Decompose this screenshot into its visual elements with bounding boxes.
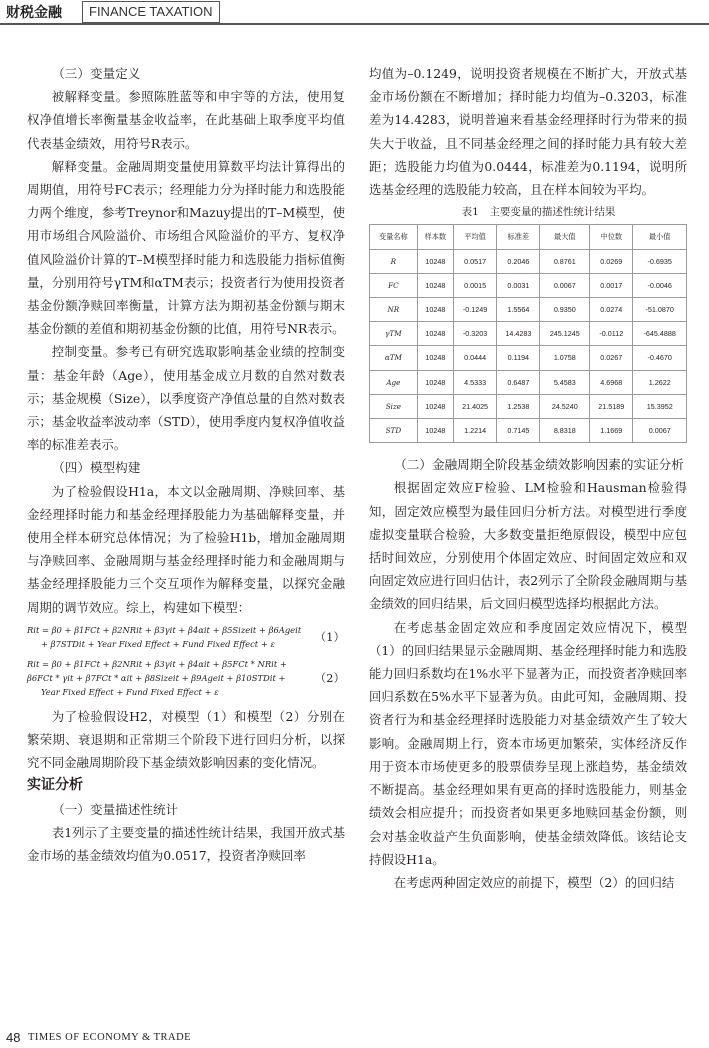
column-header: 标准差 [497,225,540,249]
table-cell: 10248 [417,298,453,322]
equation-1-line-1: Rit = β0 + β1FCt + β2NRit + β3γit + β4αit + β5Sizeit + β6Ageit [27,624,302,635]
column-header: 样本数 [417,225,453,249]
table-cell: 4.5333 [453,370,496,394]
table-cell: 8.8318 [540,419,590,443]
equation-1-line-2: + β7STDit + Year Fixed Effect + Fund Fixed Effect + ε [41,638,275,649]
table-cell: 10248 [417,273,453,297]
table-cell: 0.1194 [497,346,540,370]
paragraph-model-intro: 为了检验假设H1a，本文以金融周期、净赎回率、基金经理择时能力和基金经理择股能力为基础解释变量，并使用全样本研究总体情况；为了检验H1b，增加金融周期与净赎回率、金融周期与基金经理择时能力和金融周期与基金经理择股能力三个交互项作为解释变量，以探究金融周期的调节效应。综上，构建如下模型： [27,483,345,615]
table-cell: αTM [370,346,418,370]
table-cell: 10248 [417,419,453,443]
table-cell: 10248 [417,394,453,418]
table-cell: -0.0046 [633,273,687,297]
table-cell: 0.0067 [633,419,687,443]
table-cell: 1.2622 [633,370,687,394]
table-cell: -0.3203 [453,322,496,346]
table-cell: 1.2214 [453,419,496,443]
table-cell: 0.0269 [590,249,633,273]
table-cell: 15.3952 [633,394,687,418]
table-row [370,322,687,346]
equation-2-line-3: Year Fixed Effect + Fund Fixed Effect + ε [41,686,219,697]
column-header: 最大值 [540,225,590,249]
heading-model-construction: （四）模型构建 [52,460,141,476]
paragraph-model-selection: 根据固定效应F检验、LM检验和Hausman检验得知，固定效应模型为最佳回归分析方法。对模型进行季度虚拟变量联合检验，大多数变量拒绝原假设，模型中应包括时间效应，分别使用个体固定效应、时间固定效应和双向固定效应进行回归估计，表2列示了全阶段金融周期与基金绩效的回归结果，后文回归模型选择均根据此方法。 [369,480,687,612]
equation-2-number: （2） [314,670,345,685]
table-cell: Age [370,370,418,394]
table-cell: 0.2046 [497,249,540,273]
heading-full-period-analysis: （二）金融周期全阶段基金绩效影响因素的实证分析 [394,457,684,473]
table-cell: 245.1245 [540,322,590,346]
paragraph-model2-results: 在考虑两种固定效应的前提下，模型（2）的回归结 [393,874,675,890]
journal-name: TIMES OF ECONOMY & TRADE [28,1032,192,1043]
table-row [370,419,687,443]
page-header [0,0,709,24]
paragraph-hypothesis-h2: 为了检验假设H2，对模型（1）和模型（2）分别在繁荣期、衰退期和正常期三个阶段下进行回归分析，以探究不同金融周期阶段下基金绩效影响因素的变化情况。 [27,708,345,771]
section-brand-cn: 财税金融 [6,5,62,21]
table-cell: -0.0112 [590,322,633,346]
heading-empirical-analysis: 实证分析 [27,777,83,794]
paragraph-dependent-variable: 被解释变量。参照陈胜蓝等和申宇等的方法，使用复权净值增长率衡量基金收益率，在此基础上取季度平均值代表基金绩效，用符号R表示。 [27,89,345,151]
left-column [27,62,345,867]
table-row [370,370,687,394]
table-cell: 0.0031 [497,273,540,297]
table-row [370,273,687,297]
table-cell: FC [370,273,418,297]
table-cell: γTM [370,322,418,346]
paragraph-model1-results: 在考虑基金固定效应和季度固定效应情况下，模型（1）的回归结果显示金融周期、基金经理择时能力和选股能力回归系数均在1%水平下显著为正，而投资者净赎回率回归系数在5%水平下显著为负。由此可知，金融周期、投资者行为和基金经理择时选股能力对基金绩效产生了较大影响。金融周期上行，资本市场更加繁荣，实体经济反作用于资本市场使更多的股票债券呈现上涨趋势，基金绩效不断提高。基金经理如果有更高的择时选股能力，则基金绩效会相应提升；而投资者如果更多地赎回基金份额，则会对基金收益产生负面影响，使基金绩效降低。该结论支持假设H1a。 [369,619,687,867]
column-header: 最小值 [633,225,687,249]
table-cell: -645.4888 [633,322,687,346]
table-cell: 10248 [417,370,453,394]
descriptive-statistics-table [369,224,687,443]
table-cell: 1.5564 [497,298,540,322]
paragraph-explanatory-variable: 解释变量。金融周期变量使用算数平均法计算得出的周期值，用符号FC表示；经理能力分为择时能力和选股能力两个维度，参考Treynor和Mazuy提出的T–M模型，使用市场组合风险溢价、市场组合风险溢价的平方、复权净值风险溢价计算的T–M模型择时能力和选股能力指标值衡量，分别用符号γTM和αTM表示；投资者行为使用投资者基金份额净赎回率衡量，计算方法为期初基金份额与期末基金份额的差值和期初基金份额的比值，用符号NR表示。 [27,158,345,337]
table-cell: 0.9350 [540,298,590,322]
column-header: 平均值 [453,225,496,249]
table-row [370,346,687,370]
table-cell: 1.1669 [590,419,633,443]
table-cell: -0.4670 [633,346,687,370]
table-cell: 21.5189 [590,394,633,418]
header-rule [0,23,709,25]
column-header: 中位数 [590,225,633,249]
equation-2-line-1: Rit = β0 + β1FCt + β2NRit + β3γit + β4αit + β5FCt * NRit + [27,658,287,669]
table-cell: 0.0444 [453,346,496,370]
table-cell: 1.2538 [497,394,540,418]
table-cell: 0.8761 [540,249,590,273]
table-row [370,249,687,273]
table-cell: 10248 [417,346,453,370]
table-cell: Size [370,394,418,418]
table-cell: -51.0870 [633,298,687,322]
table-cell: 0.0517 [453,249,496,273]
table-cell: 14.4283 [497,322,540,346]
table-cell: 21.4025 [453,394,496,418]
section-brand-en: FINANCE TAXATION [82,1,220,23]
table-caption: 表1 主要变量的描述性统计结果 [461,206,616,219]
table-cell: 4.6968 [590,370,633,394]
right-column [369,62,687,894]
table-cell: 0.0067 [540,273,590,297]
paragraph-control-variable: 控制变量。参考已有研究选取影响基金业绩的控制变量：基金年龄（Age），使用基金成立月数的自然对数表示；基金规模（Size），以季度资产净值总量的自然对数表示；基金收益率波动率（STD），使用季度内复权净值收益率的标准差表示。 [27,344,345,453]
table-header-row [370,225,687,249]
table-cell: 10248 [417,322,453,346]
table-cell: 0.0267 [590,346,633,370]
column-header: 变量名称 [370,225,418,249]
page-number: 48 [6,1030,21,1045]
heading-variable-definition: （三）变量定义 [52,66,141,81]
table-cell: 5.4583 [540,370,590,394]
table-row [370,394,687,418]
heading-descriptive-statistics: （一）变量描述性统计 [52,801,179,817]
equation-1 [27,623,345,651]
table-cell: 0.6487 [497,370,540,394]
table-cell: 0.0274 [590,298,633,322]
table-cell: 0.7145 [497,419,540,443]
paragraph-descriptive-intro: 表1列示了主要变量的描述性统计结果，我国开放式基金市场的基金绩效均值为0.0517，投资者净赎回率 [27,824,345,864]
equation-1-number: （1） [314,629,345,644]
table-cell: 0.0015 [453,273,496,297]
paragraph-descriptive-continued: 均值为–0.1249，说明投资者规模在不断扩大，开放式基金市场份额在不断增加；择时能力均值为–0.3203，标准差为14.4283，说明普遍来看基金经理择时行为带来的损失大于收益，且不同基金经理之间的择时能力具有较大差距；选股能力均值为0.0444，标准差为0.1194，说明所选基金经理的选股能力较高，且在样本间较为平均。 [369,66,687,198]
table-cell: -0.1249 [453,298,496,322]
table-cell: 0.0017 [590,273,633,297]
table-row [370,298,687,322]
equation-2 [27,657,345,699]
equation-2-line-2: β6FCt * γit + β7FCt * αit + β8Sizeit + β9Ageit + β10STDit + [27,672,286,683]
table-cell: NR [370,298,418,322]
table-cell: -0.6935 [633,249,687,273]
table-cell: 24.5240 [540,394,590,418]
table-cell: STD [370,419,418,443]
table-cell: 1.0758 [540,346,590,370]
page-footer [0,1030,709,1048]
table-cell: R [370,249,418,273]
table-cell: 10248 [417,249,453,273]
